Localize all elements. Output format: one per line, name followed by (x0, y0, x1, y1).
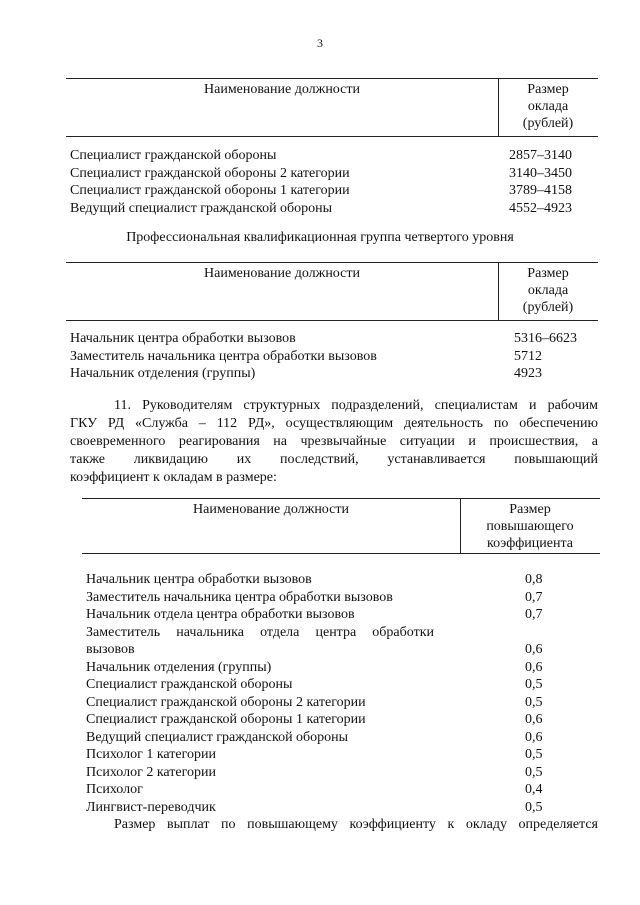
group4-caption: Профессиональная квалификационная группа четвертого уровня (126, 230, 514, 245)
table-body (66, 147, 598, 217)
position-name: Специалист гражданской обороны (86, 677, 293, 692)
header-coefficient: Размер повышающего коэффициента (486, 502, 574, 551)
table-row (66, 365, 598, 383)
position-name: Психолог 2 категории (86, 764, 216, 780)
table-header (66, 78, 598, 137)
header-position-name: Наименование должности (193, 502, 349, 517)
position-name: Специалист гражданской обороны (70, 148, 277, 163)
table-row (66, 348, 598, 366)
salary-value: 5316–6623 (514, 331, 577, 346)
coefficient-value: 0,4 (525, 782, 543, 797)
salary-value: 2857–3140 (509, 148, 572, 163)
paragraph-line: своевременного реагирования на чрезвычайные ситуации и происшествия, а (70, 434, 598, 449)
table-row (82, 676, 600, 694)
header-position-name: Наименование должности (204, 82, 360, 97)
position-name: Начальник отдела центра обработки вызовов (86, 607, 355, 622)
position-name: Специалист гражданской обороны 2 категории (70, 165, 350, 181)
salary-table-group3 (66, 78, 598, 217)
coefficient-value: 0,5 (525, 747, 543, 762)
table-row (82, 746, 600, 764)
position-name: Заместитель начальника центра обработки вызовов (86, 589, 393, 605)
position-name: Заместитель начальника центра обработки вызовов (70, 348, 377, 364)
position-name: Начальник отделения (группы) (70, 366, 256, 381)
table-header (66, 262, 598, 321)
salary-table-group4 (66, 262, 598, 383)
salary-value: 3140–3450 (509, 165, 572, 181)
paragraph-11 (70, 397, 598, 487)
table-body (66, 330, 598, 383)
position-name: Лингвист-переводчик (86, 799, 216, 815)
salary-value: 3789–4158 (509, 183, 572, 198)
coefficient-value: 0,5 (525, 799, 543, 815)
position-name-continued: вызовов (86, 642, 135, 657)
salary-value: 4552–4923 (509, 200, 572, 216)
salary-value: 4923 (514, 366, 542, 381)
table-row (82, 624, 600, 659)
paragraph-line: коэффициент к окладам в размере: (70, 470, 277, 485)
position-name: Специалист гражданской обороны 1 категории (86, 712, 366, 727)
coefficient-table (82, 498, 600, 816)
position-name: Психолог (86, 782, 143, 797)
page-number: 3 (317, 36, 323, 50)
coefficient-value: 0,5 (525, 764, 543, 780)
table-row (82, 764, 600, 782)
closing-text-line: Размер выплат по повышающему коэффициенту к окладу определяется (114, 817, 598, 832)
coefficient-value: 0,6 (525, 712, 543, 727)
position-name: Начальник центра обработки вызовов (86, 572, 312, 587)
header-salary: Размер оклада (рублей) (522, 266, 574, 315)
position-name: Начальник отделения (группы) (86, 659, 272, 675)
coefficient-value: 0,6 (525, 659, 543, 675)
table-row (82, 694, 600, 712)
header-salary: Размер оклада (рублей) (522, 82, 574, 131)
position-name: Ведущий специалист гражданской обороны (86, 729, 349, 745)
coefficient-value: 0,8 (525, 572, 543, 587)
table-row (82, 711, 600, 729)
table-row (66, 182, 598, 200)
salary-value: 5712 (514, 348, 542, 364)
position-name: Специалист гражданской обороны 1 категории (70, 183, 350, 198)
position-name: Заместитель начальника отдела центра обработки (86, 624, 434, 640)
table-row (82, 589, 600, 607)
table-row (66, 147, 598, 165)
position-name: Психолог 1 категории (86, 747, 216, 762)
coefficient-value: 0,6 (525, 729, 543, 745)
position-name: Специалист гражданской обороны 2 категории (86, 694, 366, 710)
table-row (66, 165, 598, 183)
coefficient-value: 0,7 (525, 607, 543, 622)
position-name: Начальник центра обработки вызовов (70, 331, 296, 346)
table-body (82, 571, 600, 816)
coefficient-value: 0,5 (525, 677, 543, 692)
table-row (82, 606, 600, 624)
coefficient-value: 0,5 (525, 694, 543, 710)
paragraph-line: также ликвидацию их последствий, устанавливается повышающий (70, 452, 598, 467)
table-row (82, 729, 600, 747)
table-row (82, 571, 600, 589)
table-row (82, 781, 600, 799)
coefficient-value: 0,6 (525, 642, 543, 657)
table-row (82, 799, 600, 817)
paragraph-line: ГКУ РД «Служба – 112 РД», осуществляющим деятельность по обеспечению (70, 416, 598, 431)
header-position-name: Наименование должности (204, 266, 360, 281)
position-name: Ведущий специалист гражданской обороны (70, 200, 333, 216)
coefficient-value: 0,7 (525, 589, 543, 605)
table-row (82, 659, 600, 677)
table-header (82, 498, 600, 554)
table-row (66, 330, 598, 348)
paragraph-line: 11. Руководителям структурных подразделений, специалистам и рабочим (114, 398, 598, 413)
table-row (66, 200, 598, 218)
